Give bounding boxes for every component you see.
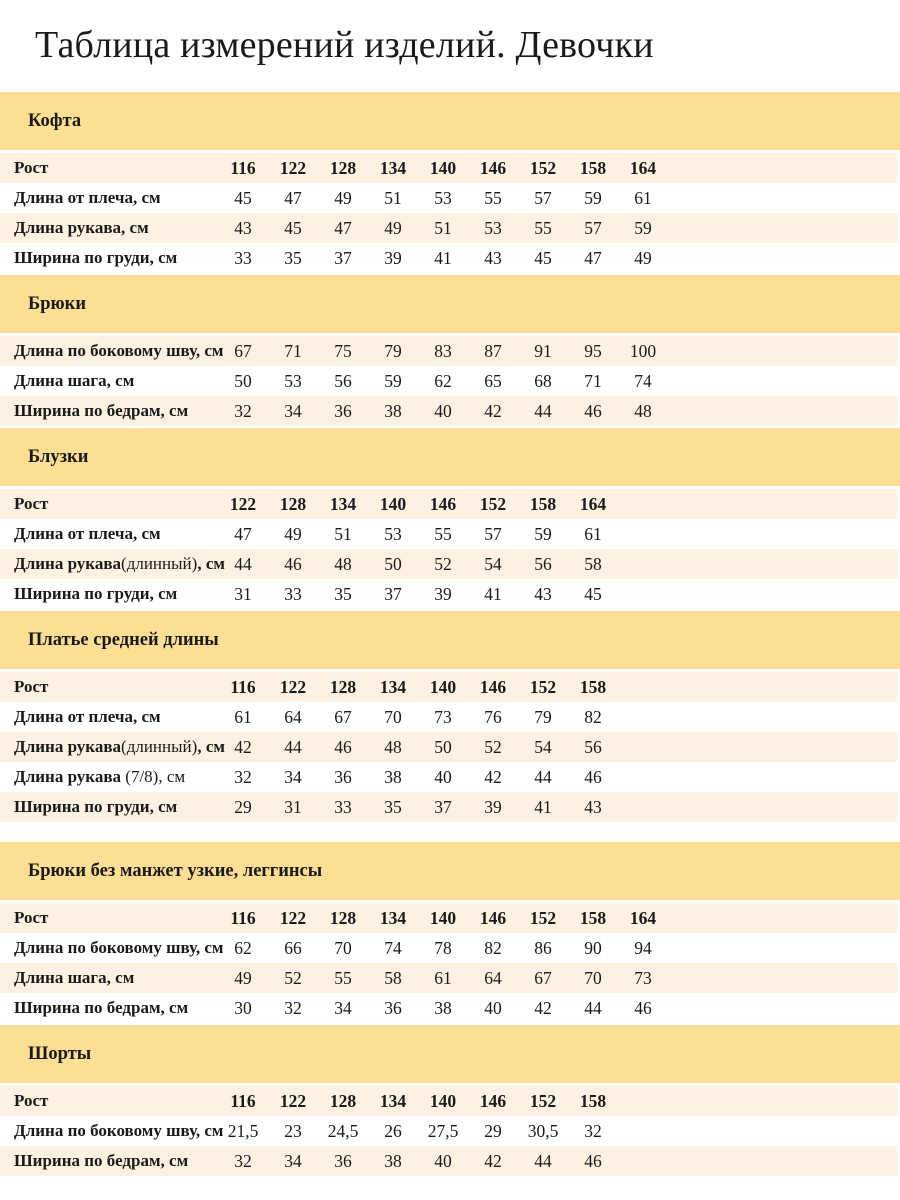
row-label — [0, 554, 225, 574]
row-label-part: Рост — [14, 158, 49, 177]
row-value: 34 — [334, 997, 352, 1018]
row-value: 39 — [484, 796, 502, 817]
row-value: 158 — [529, 493, 557, 514]
row-value: 40 — [434, 400, 452, 421]
row-label-part: Длина шага, см — [14, 968, 135, 987]
section-rows — [0, 903, 897, 1023]
size-tables — [0, 92, 900, 1176]
row-label-part: Длина рукава, см — [14, 218, 149, 237]
row-value: 36 — [334, 1150, 352, 1171]
row-value: 140 — [379, 493, 407, 514]
row-value: 76 — [484, 706, 502, 727]
row-value: 42 — [534, 997, 552, 1018]
row-value: 42 — [484, 1150, 502, 1171]
row-value: 43 — [584, 796, 602, 817]
row-value: 116 — [230, 1090, 256, 1111]
row-value: 33 — [284, 583, 302, 604]
row-value: 152 — [529, 1090, 557, 1111]
row-value: 56 — [584, 736, 602, 757]
row-value: 56 — [334, 370, 352, 391]
row-value: 116 — [230, 676, 256, 697]
row-label — [0, 1121, 224, 1141]
row-label-part: Рост — [14, 494, 49, 513]
row-value: 134 — [379, 157, 407, 178]
table-row — [0, 336, 897, 366]
row-value: 128 — [329, 1090, 357, 1111]
row-value: 50 — [434, 736, 452, 757]
row-value: 74 — [634, 370, 652, 391]
row-value: 158 — [579, 1090, 607, 1111]
section-rows — [0, 672, 897, 822]
row-value: 70 — [334, 937, 352, 958]
row-value: 64 — [484, 967, 502, 988]
row-value: 52 — [434, 553, 452, 574]
row-value: 152 — [529, 157, 557, 178]
row-value: 73 — [634, 967, 652, 988]
section-header — [0, 611, 900, 669]
row-value: 49 — [234, 967, 252, 988]
row-value: 44 — [534, 1150, 552, 1171]
row-value: 44 — [534, 400, 552, 421]
row-value: 128 — [329, 907, 357, 928]
row-value: 61 — [634, 187, 652, 208]
row-value: 24,5 — [327, 1120, 359, 1141]
row-value: 48 — [634, 400, 652, 421]
row-value: 67 — [234, 340, 252, 361]
row-value: 38 — [434, 997, 452, 1018]
row-label — [0, 737, 225, 757]
table-row — [0, 903, 897, 933]
row-label-part: Длина шага, см — [14, 371, 135, 390]
row-value: 47 — [234, 523, 252, 544]
row-value: 51 — [334, 523, 352, 544]
table-row — [0, 366, 897, 396]
row-value: 38 — [384, 1150, 402, 1171]
row-label — [0, 908, 218, 928]
row-value: 122 — [229, 493, 257, 514]
row-value: 122 — [279, 907, 307, 928]
row-value: 57 — [484, 523, 502, 544]
row-label-part: (длинный) — [121, 554, 198, 573]
row-value: 152 — [479, 493, 507, 514]
table-row — [0, 1086, 897, 1116]
section-header — [0, 275, 900, 333]
row-value: 39 — [434, 583, 452, 604]
row-value: 140 — [429, 907, 457, 928]
row-value: 62 — [434, 370, 452, 391]
row-value: 46 — [584, 400, 602, 421]
row-value: 27,5 — [427, 1120, 459, 1141]
row-label-part: Рост — [14, 1091, 49, 1110]
section-title: Кофта — [28, 110, 82, 131]
row-value: 146 — [429, 493, 457, 514]
row-value: 158 — [579, 157, 607, 178]
row-label-part: Длина от плеча, см — [14, 707, 161, 726]
row-value: 45 — [584, 583, 602, 604]
table-row — [0, 732, 897, 762]
row-value: 146 — [479, 1090, 507, 1111]
row-label-part: Длина по боковому шву, см — [14, 341, 224, 360]
row-value: 75 — [334, 340, 352, 361]
row-value: 38 — [384, 400, 402, 421]
row-label-part: Длина от плеча, см — [14, 524, 161, 543]
row-value: 94 — [634, 937, 652, 958]
section-rows — [0, 1086, 897, 1176]
size-section — [0, 275, 900, 426]
row-value: 33 — [334, 796, 352, 817]
row-value: 29 — [484, 1120, 502, 1141]
row-label-part: Ширина по бедрам, см — [14, 1151, 189, 1170]
section-header — [0, 428, 900, 486]
row-value: 36 — [334, 400, 352, 421]
row-value: 36 — [334, 766, 352, 787]
row-value: 59 — [534, 523, 552, 544]
row-value: 91 — [534, 340, 552, 361]
row-value: 47 — [584, 247, 602, 268]
row-value: 78 — [434, 937, 452, 958]
row-value: 82 — [584, 706, 602, 727]
row-value: 53 — [434, 187, 452, 208]
row-label — [0, 218, 218, 238]
row-value: 122 — [279, 157, 307, 178]
row-value: 34 — [284, 400, 302, 421]
row-value: 134 — [329, 493, 357, 514]
table-row — [0, 1146, 897, 1176]
row-value: 164 — [629, 157, 657, 178]
row-label — [0, 998, 218, 1018]
row-label — [0, 401, 218, 421]
row-value: 46 — [584, 1150, 602, 1171]
row-label-part: Длина рукава — [14, 737, 122, 756]
table-row — [0, 963, 897, 993]
row-value: 41 — [534, 796, 552, 817]
row-label — [0, 677, 218, 697]
row-value: 45 — [234, 187, 252, 208]
row-value: 32 — [284, 997, 302, 1018]
row-value: 67 — [534, 967, 552, 988]
row-value: 35 — [284, 247, 302, 268]
row-value: 100 — [629, 340, 657, 361]
section-rows — [0, 336, 897, 426]
row-value: 128 — [329, 157, 357, 178]
row-value: 54 — [534, 736, 552, 757]
row-value: 38 — [384, 766, 402, 787]
row-value: 46 — [334, 736, 352, 757]
row-value: 53 — [484, 217, 502, 238]
size-section — [0, 428, 900, 609]
row-value: 87 — [484, 340, 502, 361]
table-row — [0, 792, 897, 822]
row-value: 30,5 — [527, 1120, 559, 1141]
row-label-part: Длина по боковому шву, см — [14, 1121, 224, 1140]
row-value: 73 — [434, 706, 452, 727]
row-value: 40 — [434, 766, 452, 787]
row-value: 35 — [384, 796, 402, 817]
row-value: 23 — [284, 1120, 302, 1141]
row-value: 33 — [234, 247, 252, 268]
row-value: 140 — [429, 157, 457, 178]
row-value: 55 — [334, 967, 352, 988]
row-value: 146 — [479, 907, 507, 928]
table-row — [0, 396, 897, 426]
row-value: 44 — [584, 997, 602, 1018]
table-row — [0, 579, 897, 609]
row-value: 59 — [384, 370, 402, 391]
row-label-part: Длина рукава — [14, 767, 126, 786]
row-value: 34 — [284, 1150, 302, 1171]
row-value: 82 — [484, 937, 502, 958]
row-value: 32 — [234, 400, 252, 421]
row-value: 42 — [484, 766, 502, 787]
row-value: 57 — [534, 187, 552, 208]
row-value: 128 — [279, 493, 307, 514]
row-value: 71 — [284, 340, 302, 361]
row-value: 134 — [379, 676, 407, 697]
row-value: 83 — [434, 340, 452, 361]
row-label — [0, 494, 218, 514]
row-label-part: Ширина по бедрам, см — [14, 998, 189, 1017]
row-value: 86 — [534, 937, 552, 958]
row-label — [0, 341, 224, 361]
row-label-part: Ширина по бедрам, см — [14, 401, 189, 420]
row-value: 58 — [584, 553, 602, 574]
row-label — [0, 524, 218, 544]
row-value: 48 — [334, 553, 352, 574]
row-value: 37 — [334, 247, 352, 268]
row-value: 46 — [284, 553, 302, 574]
table-row — [0, 933, 897, 963]
row-value: 41 — [434, 247, 452, 268]
row-value: 55 — [534, 217, 552, 238]
table-row — [0, 993, 897, 1023]
row-label-part: , см — [197, 554, 225, 573]
row-value: 58 — [384, 967, 402, 988]
section-header — [0, 842, 900, 900]
table-row — [0, 1116, 897, 1146]
row-value: 37 — [434, 796, 452, 817]
row-value: 59 — [584, 187, 602, 208]
row-value: 32 — [234, 766, 252, 787]
row-label — [0, 767, 218, 787]
row-value: 79 — [534, 706, 552, 727]
row-label-part: Длина от плеча, см — [14, 188, 161, 207]
row-label — [0, 1091, 218, 1111]
row-label-part: (7/8), см — [125, 767, 186, 786]
row-value: 44 — [534, 766, 552, 787]
row-label — [0, 938, 224, 958]
table-row — [0, 762, 897, 792]
row-value: 65 — [484, 370, 502, 391]
row-value: 61 — [584, 523, 602, 544]
row-value: 47 — [334, 217, 352, 238]
row-value: 49 — [334, 187, 352, 208]
row-value: 59 — [634, 217, 652, 238]
section-title: Брюки без манжет узкие, леггинсы — [28, 860, 323, 881]
table-row — [0, 183, 897, 213]
row-value: 152 — [529, 676, 557, 697]
row-value: 90 — [584, 937, 602, 958]
row-value: 49 — [634, 247, 652, 268]
row-value: 146 — [479, 676, 507, 697]
row-value: 67 — [334, 706, 352, 727]
row-value: 37 — [384, 583, 402, 604]
row-value: 30 — [234, 997, 252, 1018]
section-title: Брюки — [28, 293, 86, 314]
row-label — [0, 158, 218, 178]
row-value: 36 — [384, 997, 402, 1018]
row-value: 50 — [234, 370, 252, 391]
row-value: 122 — [279, 1090, 307, 1111]
row-value: 32 — [584, 1120, 602, 1141]
row-value: 61 — [434, 967, 452, 988]
row-value: 56 — [534, 553, 552, 574]
row-value: 53 — [284, 370, 302, 391]
row-value: 74 — [384, 937, 402, 958]
row-label — [0, 371, 218, 391]
row-value: 26 — [384, 1120, 402, 1141]
row-value: 50 — [384, 553, 402, 574]
row-value: 46 — [634, 997, 652, 1018]
section-rows — [0, 153, 897, 273]
title-area — [0, 0, 900, 90]
row-value: 64 — [284, 706, 302, 727]
table-row — [0, 213, 897, 243]
row-value: 43 — [484, 247, 502, 268]
section-rows — [0, 489, 897, 609]
row-value: 45 — [284, 217, 302, 238]
row-label-part: Длина рукава — [14, 554, 122, 573]
section-header — [0, 1025, 900, 1083]
row-value: 158 — [579, 676, 607, 697]
table-row — [0, 549, 897, 579]
row-value: 54 — [484, 553, 502, 574]
row-label — [0, 584, 218, 604]
page-title: Таблица измерений изделий. Девочки — [35, 24, 654, 66]
row-label-part: Рост — [14, 677, 49, 696]
table-row — [0, 519, 897, 549]
row-value: 122 — [279, 676, 307, 697]
row-label — [0, 968, 218, 988]
row-value: 51 — [434, 217, 452, 238]
section-header — [0, 92, 900, 150]
row-value: 51 — [384, 187, 402, 208]
row-label-part: Ширина по груди, см — [14, 797, 178, 816]
row-value: 41 — [484, 583, 502, 604]
section-title: Блузки — [28, 446, 89, 467]
row-value: 70 — [384, 706, 402, 727]
row-value: 40 — [434, 1150, 452, 1171]
row-label-part: Рост — [14, 908, 49, 927]
row-value: 31 — [284, 796, 302, 817]
section-title: Платье средней длины — [28, 629, 219, 650]
row-value: 62 — [234, 937, 252, 958]
row-value: 53 — [384, 523, 402, 544]
row-value: 31 — [234, 583, 252, 604]
row-value: 21,5 — [227, 1120, 259, 1141]
row-label — [0, 707, 218, 727]
row-label-part: Ширина по груди, см — [14, 584, 178, 603]
row-value: 68 — [534, 370, 552, 391]
row-value: 45 — [534, 247, 552, 268]
row-value: 164 — [629, 907, 657, 928]
size-section — [0, 842, 900, 1023]
table-row — [0, 702, 897, 732]
row-value: 43 — [234, 217, 252, 238]
row-value: 34 — [284, 766, 302, 787]
row-value: 44 — [284, 736, 302, 757]
row-value: 128 — [329, 676, 357, 697]
row-value: 49 — [384, 217, 402, 238]
row-value: 134 — [379, 1090, 407, 1111]
row-value: 146 — [479, 157, 507, 178]
size-section — [0, 611, 900, 822]
row-value: 140 — [429, 676, 457, 697]
row-label — [0, 248, 218, 268]
row-label-part: Длина по боковому шву, см — [14, 938, 224, 957]
table-row — [0, 672, 897, 702]
row-value: 42 — [484, 400, 502, 421]
row-value: 44 — [234, 553, 252, 574]
row-value: 47 — [284, 187, 302, 208]
table-row — [0, 153, 897, 183]
row-value: 42 — [234, 736, 252, 757]
row-value: 32 — [234, 1150, 252, 1171]
table-row — [0, 243, 897, 273]
row-label-part: Ширина по груди, см — [14, 248, 178, 267]
row-value: 79 — [384, 340, 402, 361]
row-value: 40 — [484, 997, 502, 1018]
row-value: 55 — [434, 523, 452, 544]
row-value: 140 — [429, 1090, 457, 1111]
row-value: 164 — [579, 493, 607, 514]
row-label — [0, 188, 218, 208]
row-value: 49 — [284, 523, 302, 544]
row-value: 35 — [334, 583, 352, 604]
row-value: 116 — [230, 157, 256, 178]
row-value: 29 — [234, 796, 252, 817]
row-label-part: , см — [197, 737, 225, 756]
row-label — [0, 797, 218, 817]
size-section — [0, 92, 900, 273]
row-value: 70 — [584, 967, 602, 988]
row-value: 55 — [484, 187, 502, 208]
size-section — [0, 1025, 900, 1176]
row-value: 134 — [379, 907, 407, 928]
row-value: 116 — [230, 907, 256, 928]
table-row — [0, 489, 897, 519]
row-value: 52 — [484, 736, 502, 757]
row-value: 46 — [584, 766, 602, 787]
row-label — [0, 1151, 218, 1171]
section-title: Шорты — [28, 1043, 92, 1064]
row-value: 39 — [384, 247, 402, 268]
row-value: 61 — [234, 706, 252, 727]
row-value: 66 — [284, 937, 302, 958]
row-value: 71 — [584, 370, 602, 391]
row-value: 95 — [584, 340, 602, 361]
row-value: 57 — [584, 217, 602, 238]
row-value: 152 — [529, 907, 557, 928]
row-value: 52 — [284, 967, 302, 988]
row-value: 158 — [579, 907, 607, 928]
row-value: 48 — [384, 736, 402, 757]
row-label-part: (длинный) — [121, 737, 198, 756]
row-value: 43 — [534, 583, 552, 604]
